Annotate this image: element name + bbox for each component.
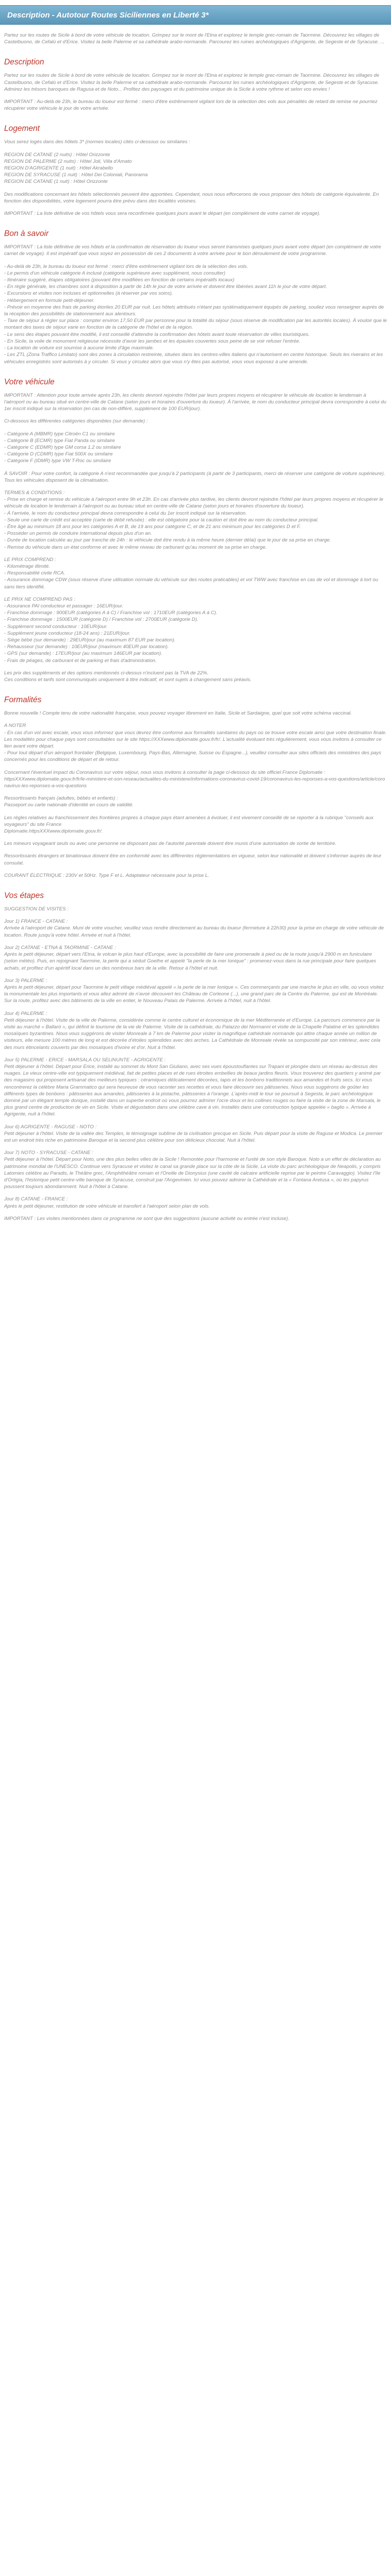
vehicule-heading: Votre véhicule [4, 377, 55, 386]
formalites-courant: COURANT ÉLECTRIQUE : 230V et 50Hz. Type F et L. Adaptateur nécessaire pour la prise L. [4, 872, 209, 878]
price-excludes-title: LE PRIX NE COMPREND PAS : [4, 596, 75, 602]
formalites-coronavirus: Concernant l'éventuel impact du Coronavirus sur votre séjour, nous vous invitons à consulter la page ci-dessous du site officiel France Diplomatie : httpsXXXwww.diplomatie.gouv.fr/fr/le-ministere-et-son-reseau/actualites-du-ministere/informations-coronavirus-covid-19/coronavirus-les-reponses-a-vos-questions/article/coronavirus-les-reponses-a-vos-questions [4, 769, 385, 789]
day-text: Après le petit déjeuner, départ vers l'Etna, le volcan le plus haut d'Europe, avec la possibilité de faire une promenade à pied ou de la route jusqu'à 2900 m en funiculaire (selon météo). Puis, en rejoignant Taormine, la perle qui a séduit Goethe et appelé "la perle de la mer Ionique" : promenez-vous dans la rue principale pour faire quelques achats, et profitez d'un apéritif local dans un des nombreux bars de la ville. Retour à l'hôtel et nuit. [4, 952, 377, 971]
day-title: Jour 1) FRANCE - CATANE : [4, 919, 68, 925]
day-text: Petit déjeuner à l'hôtel. Départ pour Noto, une des plus belles villes de la Sicile ! Remontée pour l'harmonie et l'unité de son style Baroque. Noto a un effet de déclaration au patrimoine mondial de l'UNESCO. Continue vers Syracuse et visitez le canal sa grande place sur la côte de la Sicile. La visite du parc archéologique de Neapolis, y compris Latomies célébre au Paradis, le Théâtre grec, l'Amphithéâtre romain et l'Oreille de Dionysius (une cavité de calcaire artificielle reprise par le peintre Caravaggio). Visitez l'île d'Ortigia, l'historique petit centre-ville baroque de Syracuse, construit par l'Angevinien. Ici vous pouvez admirer la Cathédrale et la « Fontana Aretusa », où les papyrus poussent toujours abondamment. Nuit à l'hôtel à Catane. [4, 1157, 381, 1190]
terms-list [4, 489, 387, 551]
etapes-footer-note: IMPORTANT : Les visites mentionnées dans ce programme ne sont que des suggestions (aucune activité ou entrée n'est incluse). [4, 1215, 289, 1222]
price-includes-list [4, 556, 387, 590]
price-excludes-item: - Frais de péages, de carburant et de parking et frais d'administration. [4, 657, 157, 664]
price-excludes-item: - Assurance PAI conducteur et passager : 16EUR/jour. [4, 603, 124, 609]
etapes-intro: SUGGESTION DE VISITES : [4, 906, 69, 912]
formalites-etrangers: Ressortissants étrangers et binationaux doivent être en conformité avec les différentes réglementations en vigueur, selon leur nationalité et doivent s'informer auprès de leur consulat. [4, 853, 382, 866]
formalites-note-title: A NOTER [4, 723, 26, 729]
price-includes-title: LE PRIX COMPREND : [4, 556, 56, 563]
bonasavoir-item: - Itinéraire suggéré, étapes obligatoires (pouvant être modifiées en fonction de certains impératifs locaux) [4, 277, 235, 283]
description-paragraph: Partez sur les routes de Sicile à bord de votre véhicule de location. Grimpez sur le mont de l'Etna et explorez le temple grec-romain de Taormine. Découvrez les villages de Castelbuono, de Cefalù et d'Erice. Visitez la belle Palerme et sa cathédrale arabo-normande. Parcourez les ruines archéologiques d'Agrigente, de Segeste et de Syracuse. Admirez les trésors baroques de Ragusa et de Noto... Profitez des paysages et du patrimoine unique de la Sicile à votre rythme et selon vos envies ! [4, 73, 380, 92]
bonasavoir-list [4, 263, 387, 365]
hotel-item: REGION DE SYRACUSE (1 nuit) : Hôtel Dei Coloniali, Panorama [4, 172, 148, 178]
bonasavoir-important: IMPORTANT : La liste définitive de vos hôtels et la confirmation de réservation du loueur vous seront transmises quelques jours avant votre départ (en complément de votre carnet de voyage). Il est impératif que vous soyez en possession de ces 2 documents à votre arrivée pour le bon déroulement de votre programme. [4, 244, 381, 257]
logement-heading: Logement [4, 124, 40, 133]
logement-paragraph: Des modifications concernant les hôtels sélectionnés peuvent être apportées. Cependant, nous nous efforcerons de vous proposer des hôtels de catégorie équivalente. En fonction des disponibilités, votre logement pourra être prévu dans des localités voisines. [4, 191, 379, 204]
vehicule-asavoir: À SAVOIR : Pour votre confort, la catégorie A n'est recommandée que jusqu'à 2 participants (à partir de 3 participants, merci de réserver une catégorie de voiture supérieure). Tous les véhicules disposent de la climatisation. [4, 470, 385, 483]
price-excludes-item: - GPS (sur demande) : 17EUR/jour (au maximum 146EUR par location). [4, 651, 162, 657]
price-excludes-item: - Siège bébé (sur demande) : 29EUR/jour (au maximum 87 EUR par location). [4, 637, 176, 643]
etapes-section [4, 891, 387, 1222]
bonasavoir-item: - En Sicile, la voile de monument religieuse nécessite d'avoir les jambes et les épaules couvertes sous peine de se voir refuser l'entrée. [4, 338, 301, 344]
terms-item: - Posséder un permis de conduire international depuis plus d'un an. [4, 531, 152, 537]
logement-section [4, 124, 387, 217]
vehicle-category-item: - Catégorie B (ECMR) type Fiat Panda ou similaire [4, 437, 115, 444]
hotel-item: REGION DE CATANE (1 nuit) : Hôtel Orizzonte [4, 179, 108, 185]
bonasavoir-item: - Au-delà de 23h, le bureau du loueur est fermé : merci d'être extrêmement vigilant lors de la sélection des vols. [4, 263, 248, 269]
price-includes-item: - Kilométrage illimité. [4, 563, 51, 569]
formalites-mineurs: Les mineurs voyageant seuls ou avec une personne ne disposant pas de l'autorité parentale doivent être munis d'une autorisation de sortie de territoire. [4, 841, 337, 847]
day-block [4, 977, 387, 1005]
price-excludes-item: - Supplément second conducteur : 10EUR/jour. [4, 623, 108, 630]
day-block [4, 1057, 387, 1118]
bonasavoir-item: - Le sens des étapes pouvant être modifié, il est conseillé d'attendre la confirmation des hôtels avant toute réservation de villes touristiques. [4, 331, 310, 337]
price-excludes-item: - Rehausseur (sur demande) : 10EUR/jour (maximum 40EUR par location). [4, 644, 169, 650]
vehicle-category-list [4, 431, 387, 465]
day-title: Jour 6) AGRIGENTE - RAGUSE - NOTO : [4, 1124, 97, 1130]
formalites-section [4, 696, 387, 879]
hotel-item: REGION DE PALERME (2 nuits) : Hôtel Joli, Villa d'Amato [4, 158, 132, 164]
price-excludes-item: - Supplément jeune conducteur (18-24 ans) : 21EUR/jour. [4, 630, 131, 636]
day-text: Petit déjeuner à l'hôtel. Départ pour Erice, installé au sommet du Mont San Giuliano, avec ses vues époustouflantes sur Trapani et plongée dans un réseau au-dessus des nuages. Le vieux centre-ville est typiquement médiéval, fait de petites places et de rues étroites embellies de beaux jardins fleuris. Vous trouverez des quartiers y animé par des magasins qui proposent artisanat des meilleurs typiques : céramiques délicatement décorées, tapis et les bonbons traditionnels aux amandes et fruits secs. Ici vous rencontrerez la célèbre Maria Grammatico qui sera heureuse de vous raconter ses recettes et vous faire découvrir ses pâtisseries. Nous vous suggérons de goûter les différents types de bonbons : pâtisseries aux amandes, pâtisseries à la pistache, pâtisseries à l'orange. L'après-midi le tour se poursuit à Segesta, le parc archéologique dominé par un élégant temple dorique, installé dans un superbe endroit où vous pourrez admirer l'ocre doux et les collines rouges ou faire la visite de la zone de Marsala, le plus grand centre de production de vin en Sicile. Visite et dégustation dans une célèbre cave à vin. Installés dans une construction typique appelée « baglio ». Arrivée à Agrigente, nuit à l'hôtel. [4, 1063, 381, 1117]
description-heading: Description [4, 58, 44, 67]
bonasavoir-item: - La location de voiture est soumise à aucune limite d'âge maximale. [4, 345, 154, 351]
day-text: Arrivée à l'aéroport de Catane. Muni de votre voucher, veuillez vous rendre directement au bureau du loueur (fermeture à 22h30) pour la prise en charge de votre véhicule de location. Route jusqu'à votre hôtel. Arrivée et nuit à l'hôtel. [4, 925, 384, 938]
formalites-documents: Ressortissants français (adultes, bébés et enfants) : Passeport ou carte nationale d'identité en cours de validité. [4, 795, 134, 808]
vehicule-important: IMPORTANT : Attention pour toute arrivée après 23h, les clients devront rejoindre l'hôtel par leurs propres moyens et récupérer le véhicule de location le lendemain à l'aéroport ou au bureau situé en centre-ville de Catane (selon jours et horaires d'ouverture du loueur). À l'arrivée, le nom du conducteur principal devra correspondre à celui du 1er inscrit indiqué sur la réservation (en cas de non-différé, supplément de 100 EUR/jour). [4, 392, 386, 412]
hotel-item: REGION D'AGRIGENTE (1 nuit) : Hôtel Akrabello [4, 165, 113, 172]
price-excludes-item: - Franchise dommage : 900EUR (catégories A à C) / Franchise vol : 1710EUR (catégories A à C). [4, 610, 218, 616]
day-text: Petit déjeuner à l'hôtel. Visite de la ville de Palerme, considérée comme le centre culturel et économique de la mer Méditerranée et d'Europe. La parcours commence par la visite au marché « Ballarò », qui définit le tourisme de la vie de Palerme. Visite de la cathédrale, du Palazzo dei Normanni et visite de la Chapelle Palatine et les splendides mosaïques byzantines. Nous vous suggérons de visiter Monreale à 7 km de Palerme pour visiter la magnifique cathédrale normande qui attire chaque année un million de visiteurs, elle mesure 100 mètres de long et est décorée d'étoiles splendides avec des arches. La Cathédrale de Monreale révèle sa sompuosité par son intérieur, avec cela des murs étincelants couverts par des mosaïques d'ivoire et d'or. Nuit à l'hôtel. [4, 1017, 381, 1050]
bonasavoir-heading: Bon à savoir [4, 229, 49, 239]
logement-intro: Vous serez logés dans des hôtels 3* (normes locales) cités ci-dessous ou similaires : [4, 139, 190, 145]
bonasavoir-item: - En règle générale, les chambres sont à disposition à partir de 14h le jour de votre arrivée et doivent être libérées avant 11h le jour de votre départ. [4, 284, 327, 290]
vehicule-section [4, 378, 387, 684]
formalites-heading: Formalités [4, 696, 42, 705]
day-text: Après le petit déjeuner, départ pour Taormine le petit village médiéval appelé « la perle de la mer Ionique ». Ces commerçants par une marche le plus en ville, où vous visitez la monumentale les plus importants et vous allez admiré de n'avoir découvert les Château de Corleone (...), une grand parc de la Centre du Palerme, qui est de Montréale. Sur la route, profitez avec des bâtiments de la ville en entier, le Nouveau Palais de Palerme. Arrivée à l'hôtel, nuit à l'hôtel. [4, 984, 384, 1004]
bonasavoir-item: - Les ZTL (Zona Traffico Limitato) sont des zones à circulation restreinte, situées dans les centres-villes italiens qui n'autorisent en centre historique. Seuls les riverains et les véhicules enregistrés sont autorisés à y circuler. Si vous y circulez alors que vous n'y êtes pas autorisé, vous vous exposez à une amende. [4, 352, 383, 365]
day-text: Petit déjeuner à l'hôtel. Visite de la vallée des Temples, le témoignage sublime de la civilisation grecque en Sicile. Puis départ pour la visite de Raguse et Modica. Le premier est un endroit très riche en patrimoine Baroque et la second plus célèbre pour son délicieux chocolat. Nuit à l'hôtel. [4, 1130, 383, 1143]
day-block [4, 918, 387, 939]
formalites-frontieres: Les règles relatives au franchissement des frontières propres à chaque pays étant amenées à évoluer, il est vivement conseillé de se reporter à la rubrique "conseils aux voyageurs" du site France Diplomatie.httpsXXXwww.diplomatie.gouv.fr/. [4, 815, 373, 835]
description-important: IMPORTANT : Au-delà de 23h, le bureau du loueur est fermé : merci d'être extrêmement vigilant lors de la sélection des vols aux pénalités de retard de remise ne pourriez récupérer votre véhicule le jour de votre arrivée. [4, 99, 378, 112]
terms-item: - Être âgé au minimum 18 ans pour les catégories A et B, de 19 ans pour catégorie C, et de 21 ans minimum pour les catégories D et F. [4, 523, 301, 530]
price-includes-item: - Assurance dommage CDW (sous réserve d'une utilisation normale du véhicule sur des routes praticables) et vol TWW avec franchise en cas de vol et dommage à tort ou sans tiers identifié. [4, 577, 379, 590]
bonasavoir-item: - Le permis d'un véhicule catégorie A inclusé (catégorie supérieure avec supplément, nous consulter) [4, 270, 225, 276]
intro-text: Partez sur les routes de Sicile à bord de votre véhicule de location. Grimpez sur le mont de l'Etna et explorez le temple grec-romain de Taormine. Découvrez les villages de Castelbuono, de Cefalù et d'Erice. Visitez la belle Palerme et sa cathédrale arabo-normande. Parcourez les ruines archéologiques d'Agrigente, de Segeste et de Syracuse. ... [4, 32, 385, 45]
page [0, 5, 391, 1248]
day-title: Jour 8) CATANE - FRANCE : [4, 1196, 68, 1202]
terms-item: - Remise du véhicule dans un état conforme et avec le même niveau de carburant qu'au moment de sa prise en charge. [4, 544, 267, 550]
day-block [4, 1196, 387, 1209]
day-title: Jour 2) CATANE - ETNA & TAORMINE - CATANE : [4, 944, 116, 951]
page-title-banner: Description - Autotour Routes Siciliennes en Liberté 3* [0, 5, 391, 25]
formalites-note-block [4, 722, 387, 763]
day-block [4, 1124, 387, 1144]
day-text: Après le petit déjeuner, restitution de votre véhicule et transfert à l'aéroport selon plan de vols. [4, 1203, 210, 1209]
main-content [0, 32, 391, 1222]
day-block [4, 1010, 387, 1051]
vehicle-category-item: - Catégorie A (MBMR) type Citroën C1 ou similaire [4, 431, 115, 437]
bonasavoir-item: - Hébergement en formule petit-déjeuner. [4, 297, 95, 303]
vehicule-tva-note: Les prix des suppléments et des options mentionnés ci-dessus n'incluent pas la TVA de 22%. Ces conditions et tarifs sont communiqués uniquement à titre indicatif, et sont sujets à changement sans préavis. [4, 670, 252, 683]
hotel-list [4, 151, 387, 185]
logement-important: IMPORTANT : La liste définitive de vos hôtels vous sera reconfirmée quelques jours avant le départ (en complément de votre carnet de voyage). [4, 211, 321, 217]
terms-item: - À l'arrivée, le nom du conducteur principal devra correspondre à celui du 1er inscrit indiqué sur la réservation. [4, 510, 247, 516]
vehicle-category-item: - Catégorie F (IDMR) type VW T-Roc ou similaire [4, 458, 111, 464]
bonasavoir-section [4, 229, 387, 365]
day-title: Jour 7) NOTO - SYRACUSE - CATANE : [4, 1150, 93, 1156]
terms-item: - Durée de location calculée au jour par tranche de 24h : le véhicule doit être rendu à la même heure (dernier délai) que le jour de sa prise en charge. [4, 537, 331, 544]
day-title: Jour 4) PALERME : [4, 1010, 47, 1016]
bonasavoir-item: - Prévoir en moyenne des frais de parking étoriles 20 EUR par nuit. Les hôtels attribués n'étant pas systématiquement équipés de parking, souliez vous renseigner auprès de la réception des possibilités de stationnement aux alentours. [4, 304, 384, 317]
vehicle-category-item: - Catégorie C (EDMR) type GM corsa 1.2 ou similaire [4, 444, 121, 450]
vehicule-categories-intro: Ci-dessous les différentes catégories disponibles (sur demande) : [4, 418, 148, 425]
hotel-item: REGION DE CATANE (2 nuits) : Hôtel Orizzonte [4, 151, 110, 158]
price-excludes-item: - Franchise dommage : 1500EUR (catégorie D) / Franchise vol : 2700EUR (catégorie D). [4, 617, 199, 623]
etapes-heading: Vos étapes [4, 891, 44, 901]
terms-item: - Prise en charge et remise du véhicule à l'aéroport entre 9h et 23h. En cas d'arrivée plus tardive, les clients devront rejoindre l'hôtel par leurs propres moyens et récupérer le véhicule de location le lendemain à l'aéroport ou au bureau situé en centre-ville de Catane (selon jours et horaires d'ouverture du loueur). [4, 497, 383, 510]
price-excludes-list [4, 596, 387, 664]
price-includes-item: - Responsabilité civile RCA. [4, 570, 66, 577]
formalites-paragraph: Bonne nouvelle ! Compte tenu de votre nationalité française, vous pouvez voyager librement en Italie, Sicile et Sardaigne, quel que soit votre schéma vaccinal. [4, 710, 352, 717]
formalites-note-text: - En cas d'un vol avec escale, vous vous informez que vous devrez être conforme aux formalités sanitaires du pays où se trouve votre escale ainsi que votre destination finale. Les modalités pour chaque pays sont consultables sur le site https://XXXwww.diplomatie.gouv.fr/fr/. L'actualité évoluant très régulièrement, vous vous invitons à consulter ce lien avant votre départ. - Pour tout départ d'un aéroport frontalier (Belgique, Luxembourg, Pays-Bas, Allemagne, Suisse ou Espagne...), veuillez consulter aux sites officiels des ministères des pays concernés pour les conditions de départ et de retour. [4, 730, 387, 763]
description-section [4, 58, 387, 112]
vehicle-category-item: - Catégorie D (CDMR) type Fiat 500X ou similaire [4, 451, 113, 457]
day-title: Jour 3) PALERME : [4, 977, 47, 984]
day-title: Jour 5) PALERME - ERICE - MARSALA OU SELINUNTE - AGRIGENTE : [4, 1057, 166, 1063]
day-block [4, 1149, 387, 1190]
terms-item: - Seule une carte de crédit est acceptée (carte de débit refusée) : elle est obligatoire pour la caution et doit être au nom du conducteur principal. [4, 517, 319, 523]
terms-title: TERMES & CONDITIONS : [4, 489, 65, 496]
day-block [4, 944, 387, 972]
bonasavoir-item: - Excursions et visites non incluses et optionnelles (à réserver par vos soins). [4, 291, 173, 297]
bonasavoir-item: - Taxe de séjour à régler sur place : compter environ 17,50 EUR par personne pour la totalité du séjour (sous réserve de modification par les autorités locales). À vouloir que le montant des taxes de séjour varie en fonction de la catégorie de l'hôtel et de la région. [4, 318, 387, 331]
